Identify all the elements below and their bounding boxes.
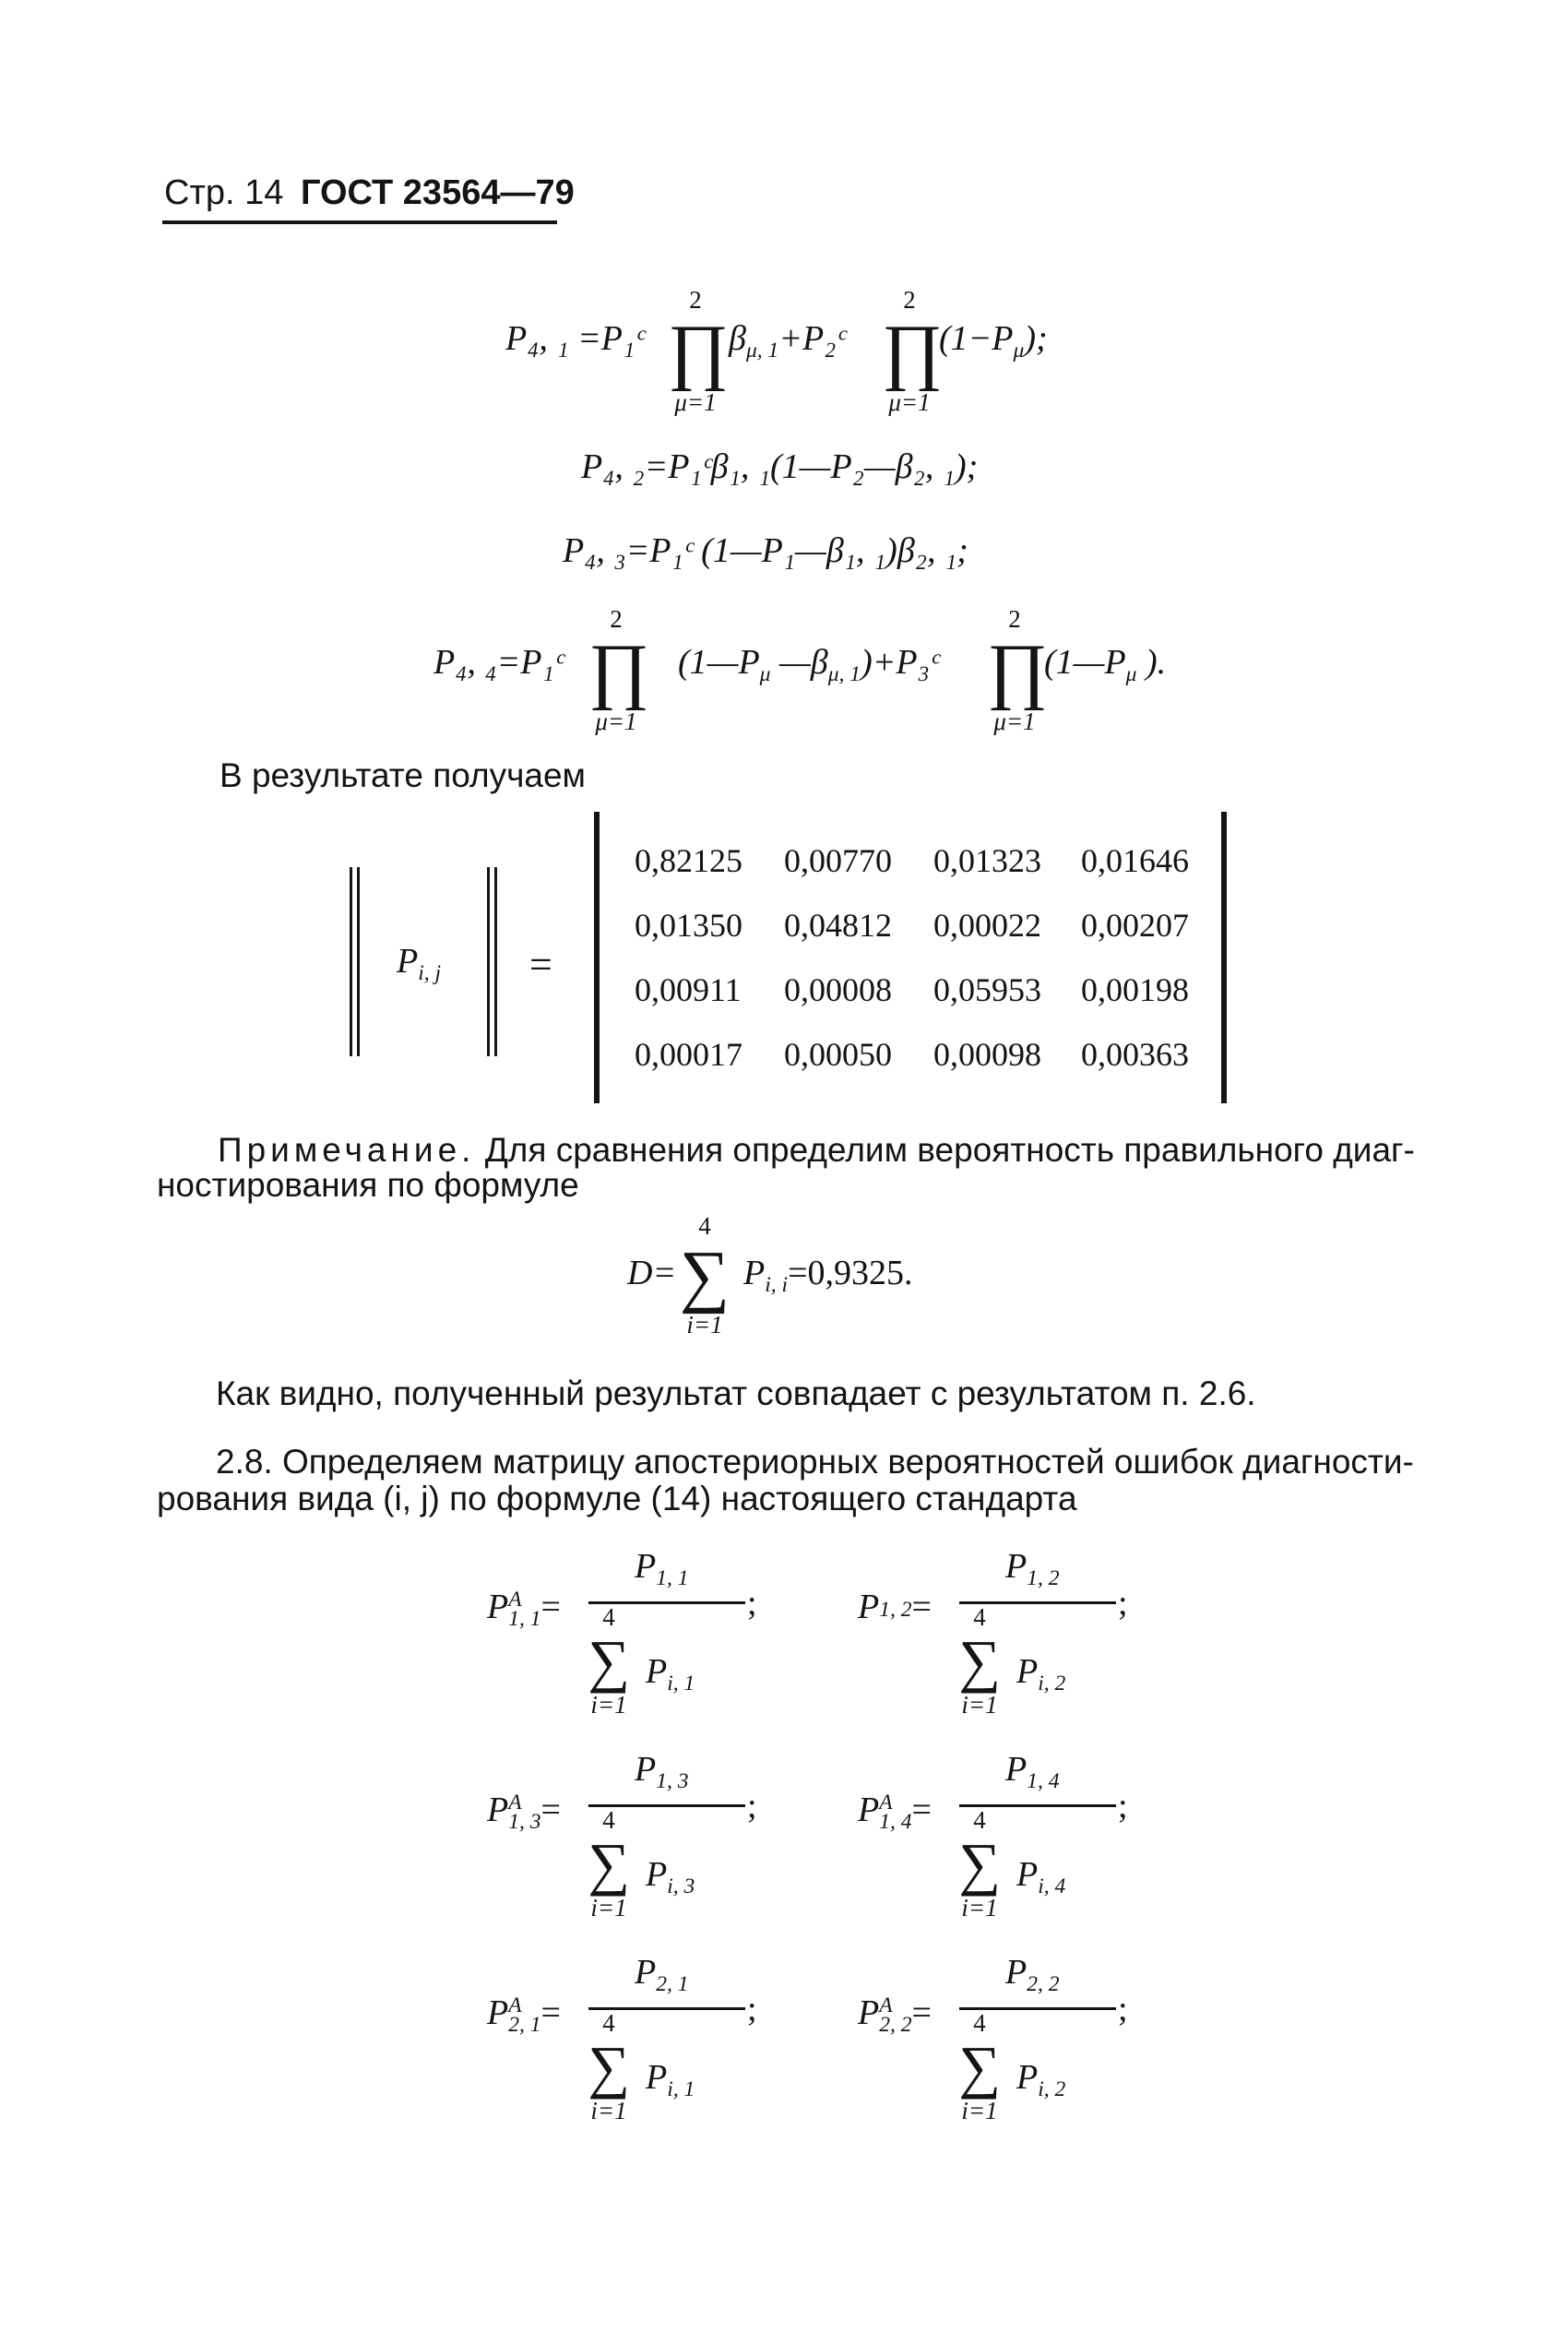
matrix-cell: 0,00363 (1081, 1036, 1189, 1073)
lhs-sup: A (508, 1588, 522, 1612)
p44-product-1 (588, 605, 649, 736)
fraction-end: ; (1118, 1584, 1128, 1623)
sum-upper: 4 (973, 1806, 986, 1834)
d-term (743, 1253, 913, 1298)
fraction-numerator (1005, 1749, 1060, 1794)
num-symbol: P (635, 1750, 657, 1789)
d-sum (675, 1212, 734, 1339)
p44-mid3: )+P₃ᶜ (861, 643, 939, 682)
fraction-denominator (1016, 1651, 1065, 1696)
p41-beta-sub: μ, 1 (745, 339, 779, 363)
fraction-numerator (635, 1952, 689, 1997)
p41-tail (939, 318, 1048, 363)
matrix-equals: = (529, 942, 552, 987)
sum-block (579, 1603, 638, 1719)
sum-upper: 4 (973, 2009, 986, 2037)
equals-sign: = (540, 1588, 561, 1626)
matrix-cell: 0,01646 (1081, 842, 1189, 879)
lhs-symbol: P (487, 1791, 509, 1829)
p44-prod1-lower: μ=1 (595, 708, 637, 735)
section-28-line-2: рования вида (i, j) по формуле (14) настоящего стандарта (157, 1480, 1077, 1517)
p41-term1: P₁ᶜ (600, 319, 645, 358)
p41-prod1-lower: μ=1 (674, 388, 717, 416)
result-text: Как видно, полученный результат совпадает с результатом п. 2.6. (216, 1374, 1256, 1412)
fraction-end: ; (1118, 1990, 1128, 2029)
sum-upper: 4 (973, 1603, 986, 1631)
den-symbol: P (646, 1855, 668, 1894)
sum-symbol: ∑ (958, 1831, 1001, 1897)
num-symbol: P (1005, 1750, 1028, 1789)
fraction-end: ; (747, 1584, 757, 1623)
fraction-denominator (1016, 2057, 1065, 2102)
sum-block (950, 2009, 1009, 2125)
lhs-sup: A (879, 1993, 893, 2018)
page-label: Стр. 14 (164, 173, 284, 212)
p41-product-1 (668, 286, 729, 417)
matrix-cell: 0,01350 (635, 907, 742, 944)
page-header (164, 173, 575, 213)
matrix-cell: 0,01323 (933, 842, 1041, 879)
sum-symbol: ∑ (588, 1628, 630, 1694)
lhs-bar-right-1 (487, 867, 490, 1056)
fraction-lhs (487, 1587, 561, 1632)
lhs-bar-left-2 (357, 867, 360, 1056)
lhs-symbol: P (858, 1791, 880, 1829)
product-symbol: ∏ (668, 311, 729, 392)
p41-end: ); (1024, 319, 1048, 358)
lhs-sub: 1, 2 (879, 1597, 912, 1622)
sum-lower: i=1 (961, 1691, 998, 1719)
sum-block (579, 2009, 638, 2125)
num-sub: 1, 1 (656, 1566, 689, 1591)
matrix-cell: 0,00008 (784, 971, 892, 1008)
header-rule (162, 220, 557, 224)
fraction-denominator (646, 1854, 695, 1899)
fraction-numerator (1005, 1546, 1060, 1591)
num-sub: 1, 2 (1027, 1566, 1060, 1591)
matrix-lhs-sub: i, j (418, 961, 442, 986)
p44-prod2-upper: 2 (1008, 605, 1021, 633)
p41-plus: +P₂ᶜ (778, 319, 846, 358)
fraction-denominator (646, 1651, 695, 1696)
num-symbol: P (1005, 1953, 1028, 1992)
den-sub: i, 4 (1038, 1874, 1066, 1899)
d-lhs: D= (627, 1254, 677, 1292)
num-sub: 2, 1 (656, 1972, 689, 1997)
den-sub: i, 2 (1038, 2077, 1066, 2102)
product-symbol: ∏ (987, 630, 1048, 711)
matrix-cell: 0,04812 (784, 907, 892, 944)
den-symbol: P (1016, 1855, 1039, 1894)
d-term-sub: i, i (765, 1273, 789, 1298)
lhs-symbol: P (858, 1588, 880, 1626)
lhs-symbol: P (487, 1588, 509, 1626)
matrix-cell: 0,82125 (635, 842, 742, 879)
note-line-1 (218, 1131, 1415, 1170)
formula-p44-lhs: P₄, ₄=P₁ᶜ (434, 643, 564, 682)
sum-lower: i=1 (590, 1894, 627, 1922)
sum-lower: i=1 (961, 2097, 998, 2124)
lhs-sub: 1, 4 (879, 1810, 912, 1835)
equals-sign: = (540, 1791, 561, 1829)
p44-mid2-sub: μ, 1 (827, 662, 861, 687)
num-sub: 2, 2 (1027, 1972, 1060, 1997)
lhs-sub: 2, 1 (508, 2013, 541, 2038)
den-symbol: P (646, 1652, 668, 1691)
p44-product-2 (987, 605, 1048, 736)
product-symbol: ∏ (588, 630, 649, 711)
den-sub: i, 3 (667, 1874, 695, 1899)
lhs-symbol: P (858, 1993, 880, 2032)
fraction-denominator (1016, 1854, 1065, 1899)
matrix-cell: 0,00911 (635, 971, 742, 1008)
p44-prod2-lower: μ=1 (993, 708, 1036, 735)
lhs-sub: 2, 2 (879, 2013, 912, 2038)
d-term-symbol: P (743, 1254, 766, 1292)
den-symbol: P (1016, 2058, 1039, 2097)
fraction-lhs (858, 1587, 932, 1627)
fraction-numerator (635, 1546, 689, 1591)
sum-symbol: ∑ (679, 1237, 731, 1315)
sum-block (579, 1806, 638, 1922)
section-28-line-1: 2.8. Определяем матрицу апостериорных вероятностей ошибок диагности- (216, 1443, 1414, 1481)
note-text-1: Для сравнения определим вероятность правильного диаг- (475, 1131, 1415, 1169)
d-sum-lower: i=1 (686, 1311, 723, 1339)
sum-lower: i=1 (590, 2097, 627, 2124)
equals-sign: = (911, 1993, 932, 2032)
standard-number: ГОСТ 23564—79 (300, 173, 575, 212)
equals-sign: = (540, 1993, 561, 2032)
lhs-sup: A (879, 1791, 893, 1815)
d-result: =0,9325. (788, 1254, 913, 1292)
matrix-cell: 0,00050 (784, 1036, 892, 1073)
p41-prod2-upper: 2 (903, 286, 916, 314)
equals-sign: = (911, 1588, 932, 1626)
sum-upper: 4 (602, 2009, 615, 2037)
p41-prod2-lower: μ=1 (888, 388, 931, 416)
fraction-denominator (646, 2057, 695, 2102)
den-sub: i, 2 (1038, 1672, 1066, 1696)
fraction-numerator (635, 1749, 689, 1794)
fraction-lhs (487, 1993, 561, 2038)
lhs-sup: A (508, 1791, 522, 1815)
den-sub: i, 1 (667, 1672, 695, 1696)
matrix-cell: 0,05953 (933, 971, 1041, 1008)
lhs-sub: 1, 1 (508, 1607, 541, 1632)
fraction-end: ; (747, 1787, 757, 1826)
den-symbol: P (646, 2058, 668, 2097)
sum-symbol: ∑ (958, 1628, 1001, 1694)
p44-mid2: —β (770, 643, 828, 682)
p44-mid: (1—P (678, 643, 760, 682)
sum-block (950, 1603, 1009, 1719)
matrix-cell: 0,00022 (933, 907, 1041, 944)
matrix-bar-right (1221, 812, 1227, 1103)
note-label: Примечание. (218, 1131, 476, 1169)
d-sum-upper: 4 (698, 1212, 711, 1240)
fraction-lhs (487, 1790, 561, 1835)
formula-p42: P₄, ₂=P₁ᶜβ₁, ₁(1—P₂—β₂, ₁); (581, 447, 979, 486)
sum-upper: 4 (602, 1603, 615, 1631)
p41-middle (729, 318, 845, 363)
equals-sign: = (911, 1791, 932, 1829)
sum-lower: i=1 (590, 1691, 627, 1719)
matrix-cell: 0,00207 (1081, 907, 1189, 944)
num-sub: 1, 4 (1027, 1769, 1060, 1794)
num-symbol: P (1005, 1547, 1028, 1586)
matrix-cell: 0,00770 (784, 842, 892, 879)
matrix-bar-left (594, 812, 600, 1103)
num-symbol: P (635, 1953, 657, 1992)
matrix-cell: 0,00198 (1081, 971, 1189, 1008)
fraction-end: ; (747, 1990, 757, 2029)
p41-tail-sub: μ (1013, 339, 1025, 363)
p44-tail (1044, 642, 1166, 687)
p44-mid-sub: μ (759, 662, 771, 687)
lhs-symbol: P (487, 1993, 509, 2032)
lhs-sub: 1, 3 (508, 1810, 541, 1835)
matrix-cell: 0,00017 (635, 1036, 742, 1073)
p41-product-2 (882, 286, 943, 417)
lhs-sup: A (508, 1993, 522, 2018)
num-symbol: P (635, 1547, 657, 1586)
matrix-cell: 0,00098 (933, 1036, 1041, 1073)
lhs-bar-left-1 (350, 867, 352, 1056)
p44-end: ). (1136, 643, 1167, 682)
sum-upper: 4 (602, 1806, 615, 1834)
sum-symbol: ∑ (588, 2034, 630, 2100)
sum-block (950, 1806, 1009, 1922)
sum-symbol: ∑ (958, 2034, 1001, 2100)
lhs-bar-right-2 (494, 867, 497, 1056)
p41-lhs: P₄, ₁ = (505, 319, 601, 358)
p44-middle (678, 642, 939, 687)
p41-prod1-upper: 2 (689, 286, 702, 314)
sum-symbol: ∑ (588, 1831, 630, 1897)
note-line-2: ностирования по формуле (157, 1166, 579, 1204)
den-sub: i, 1 (667, 2077, 695, 2102)
matrix-lhs-symbol: P (397, 942, 419, 981)
p41-tail-text: (1−P (939, 319, 1014, 358)
formula-p43: P₄, ₃=P₁ᶜ (1—P₁—β₁, ₁)β₂, ₁; (563, 531, 968, 570)
p44-prod1-upper: 2 (610, 605, 623, 633)
intro-text: В результате получаем (220, 756, 586, 794)
sum-lower: i=1 (961, 1894, 998, 1922)
matrix-lhs (397, 941, 441, 986)
fraction-end: ; (1118, 1787, 1128, 1826)
den-symbol: P (1016, 1652, 1039, 1691)
fraction-lhs (858, 1993, 932, 2038)
product-symbol: ∏ (882, 311, 943, 392)
p41-beta: β (729, 319, 746, 358)
fraction-numerator (1005, 1952, 1060, 1997)
fraction-lhs (858, 1790, 932, 1835)
p44-tail-sub: μ (1125, 662, 1137, 687)
p44-tail-text: (1—P (1044, 643, 1126, 682)
num-sub: 1, 3 (656, 1769, 689, 1794)
formula-p41 (505, 318, 644, 359)
